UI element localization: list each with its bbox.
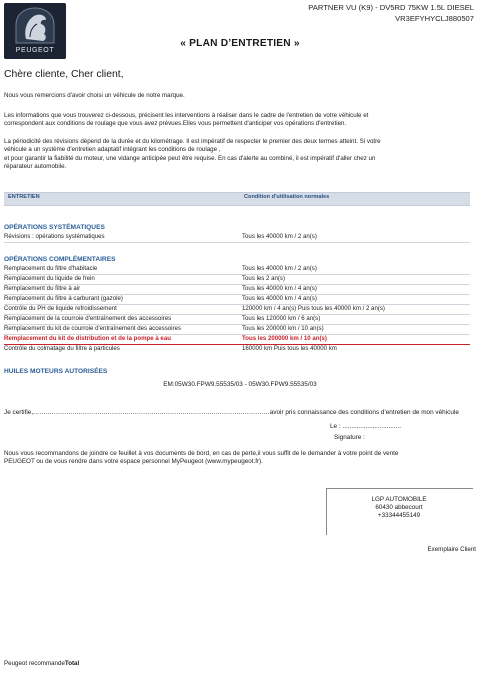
operation-name: Remplacement du filtre à air — [4, 285, 81, 292]
certify-dots: .................................................................................................................. — [33, 409, 270, 416]
operation-condition: 160000 km Puis tous les 40000 km — [242, 345, 337, 352]
certify-suffix: avoir pris connaissance des conditions d'entretien de mon véhicule — [269, 409, 459, 416]
info-paragraph-line1: Les informations que vous trouverez ci-dessous, précisent les interventions à réaliser dans le cadre de l'entretien de votre véhicule et — [4, 112, 369, 119]
operation-condition: 120000 km / 4 an(s) Puis tous les 40000 km / 2 an(s) — [242, 305, 385, 312]
date-line — [330, 423, 401, 430]
operation-condition: Tous les 40000 km / 4 an(s) — [242, 285, 317, 292]
info-paragraph-line2: correspondent aux conditions de roulage que vous avez prévues.Elles vous permettent d'anticiper vos opérations d'entretien. — [4, 119, 347, 127]
logo-wordmark: PEUGEOT — [15, 47, 55, 54]
recommend-line2: PEUGEOT ou de vous rendre dans votre espace personnel MyPeugeot (www.mypeugeot.fr). — [4, 458, 263, 465]
operation-condition: Tous les 40000 km / 4 an(s) — [242, 295, 317, 302]
operation-name: Remplacement du filtre à carburant (gazole) — [4, 295, 123, 302]
copy-label: Exemplaire Client — [427, 546, 476, 553]
greeting: Chère cliente, Cher client, — [4, 69, 124, 80]
operation-name: Remplacement du kit de distribution et de la pompe à eau — [4, 335, 171, 342]
section-systematic-title: OPÉRATIONS SYSTÉMATIQUES — [4, 224, 105, 231]
table-row — [4, 265, 470, 275]
dealer-name: LGP AUTOMOBILE — [371, 496, 427, 503]
table-row — [4, 295, 470, 305]
footer-prefix: Peugeot recommande — [4, 660, 65, 667]
certify-prefix: Je certifie, — [4, 409, 34, 416]
date-dots: ................................. — [342, 423, 402, 430]
column-header-condition: Condition d'utilisation normales — [244, 194, 330, 200]
table-row — [4, 305, 470, 315]
peugeot-logo — [4, 3, 66, 59]
thanks-text: Nous vous remercions d'avoir choisi un véhicule de notre marque. — [4, 92, 185, 99]
signature-label: Signature : — [334, 434, 365, 441]
periodicity-line2: véhicule a un système d'entretien adaptatif intégrant les conditions de roulage , — [4, 145, 221, 153]
operation-name: Contrôle du colmatage du filtre à particules — [4, 345, 120, 352]
table-header-bar — [4, 192, 470, 206]
periodicity-line4: réparateur automobile. — [4, 162, 67, 170]
footer-brand: Total — [64, 660, 80, 667]
table-row — [4, 285, 470, 295]
operation-condition: Tous les 40000 km / 2 an(s) — [242, 265, 317, 272]
oils-value: EM:05W30.FPW9.55535/03 - 05W30.FPW9.55535/03 — [163, 381, 317, 388]
footer-text — [4, 660, 79, 667]
vehicle-model: PARTNER VU (K9) - DV5RD 75KW 1.5L DIESEL — [308, 3, 474, 12]
operation-condition: Tous les 200000 km / 10 an(s) — [242, 325, 324, 332]
oils-section-title: HUILES MOTEURS AUTORISÉES — [4, 368, 108, 375]
table-row — [4, 345, 470, 354]
certify-line — [4, 409, 459, 416]
table-row — [4, 315, 470, 325]
operation-name: Remplacement du liquide de frein — [4, 275, 95, 282]
operation-name: Remplacement du kit de courroie d'entraînement des accessoires — [4, 325, 181, 332]
periodicity-line3: et pour garantir la fiabilité du moteur, une vidange anticipée peut être requise. En cas d'alerte au combiné, il est impératif d'aller chez un — [4, 155, 376, 162]
operation-condition: Tous les 40000 km / 2 an(s) — [242, 233, 317, 240]
dealer-address: 60430 abbecourt — [375, 504, 423, 511]
operation-condition: Tous les 200000 km / 10 an(s) — [242, 335, 327, 342]
recommend-line1: Nous vous recommandons de joindre ce feuillet à vos documents de bord, en cas de perte,il vous suffit de le demander à votre point de vente — [4, 450, 399, 457]
date-label: Le : — [330, 423, 343, 430]
vin-number: VR3EFYHYCLJ880507 — [395, 14, 474, 23]
operation-name: Remplacement de la courroie d'entraînement des accessoires — [4, 315, 172, 322]
table-row-highlighted — [4, 335, 470, 345]
periodicity-line1: La périodicité des révisions dépend de la durée et du kilométrage. Il est impératif de respecter le premier des deux termes atteint. Si votre — [4, 138, 381, 145]
table-row — [4, 233, 470, 243]
column-header-entretien: ENTRETIEN — [8, 194, 40, 200]
table-row — [4, 275, 470, 285]
page-title: « PLAN D’ENTRETIEN » — [180, 38, 300, 49]
section-complementary-title: OPÉRATIONS COMPLÉMENTAIRES — [4, 256, 116, 263]
operation-condition: Tous les 120000 km / 6 an(s) — [242, 315, 321, 322]
operation-name: Contrôle du PH de liquide refroidissement — [4, 305, 117, 312]
operation-condition: Tous les 2 an(s) — [242, 275, 286, 282]
operation-name: Remplacement du filtre d'habitacle — [4, 265, 98, 272]
dealer-phone: +33344455149 — [377, 512, 421, 519]
operation-name: Révisions : opérations systématiques — [4, 233, 105, 240]
table-row — [4, 325, 470, 335]
